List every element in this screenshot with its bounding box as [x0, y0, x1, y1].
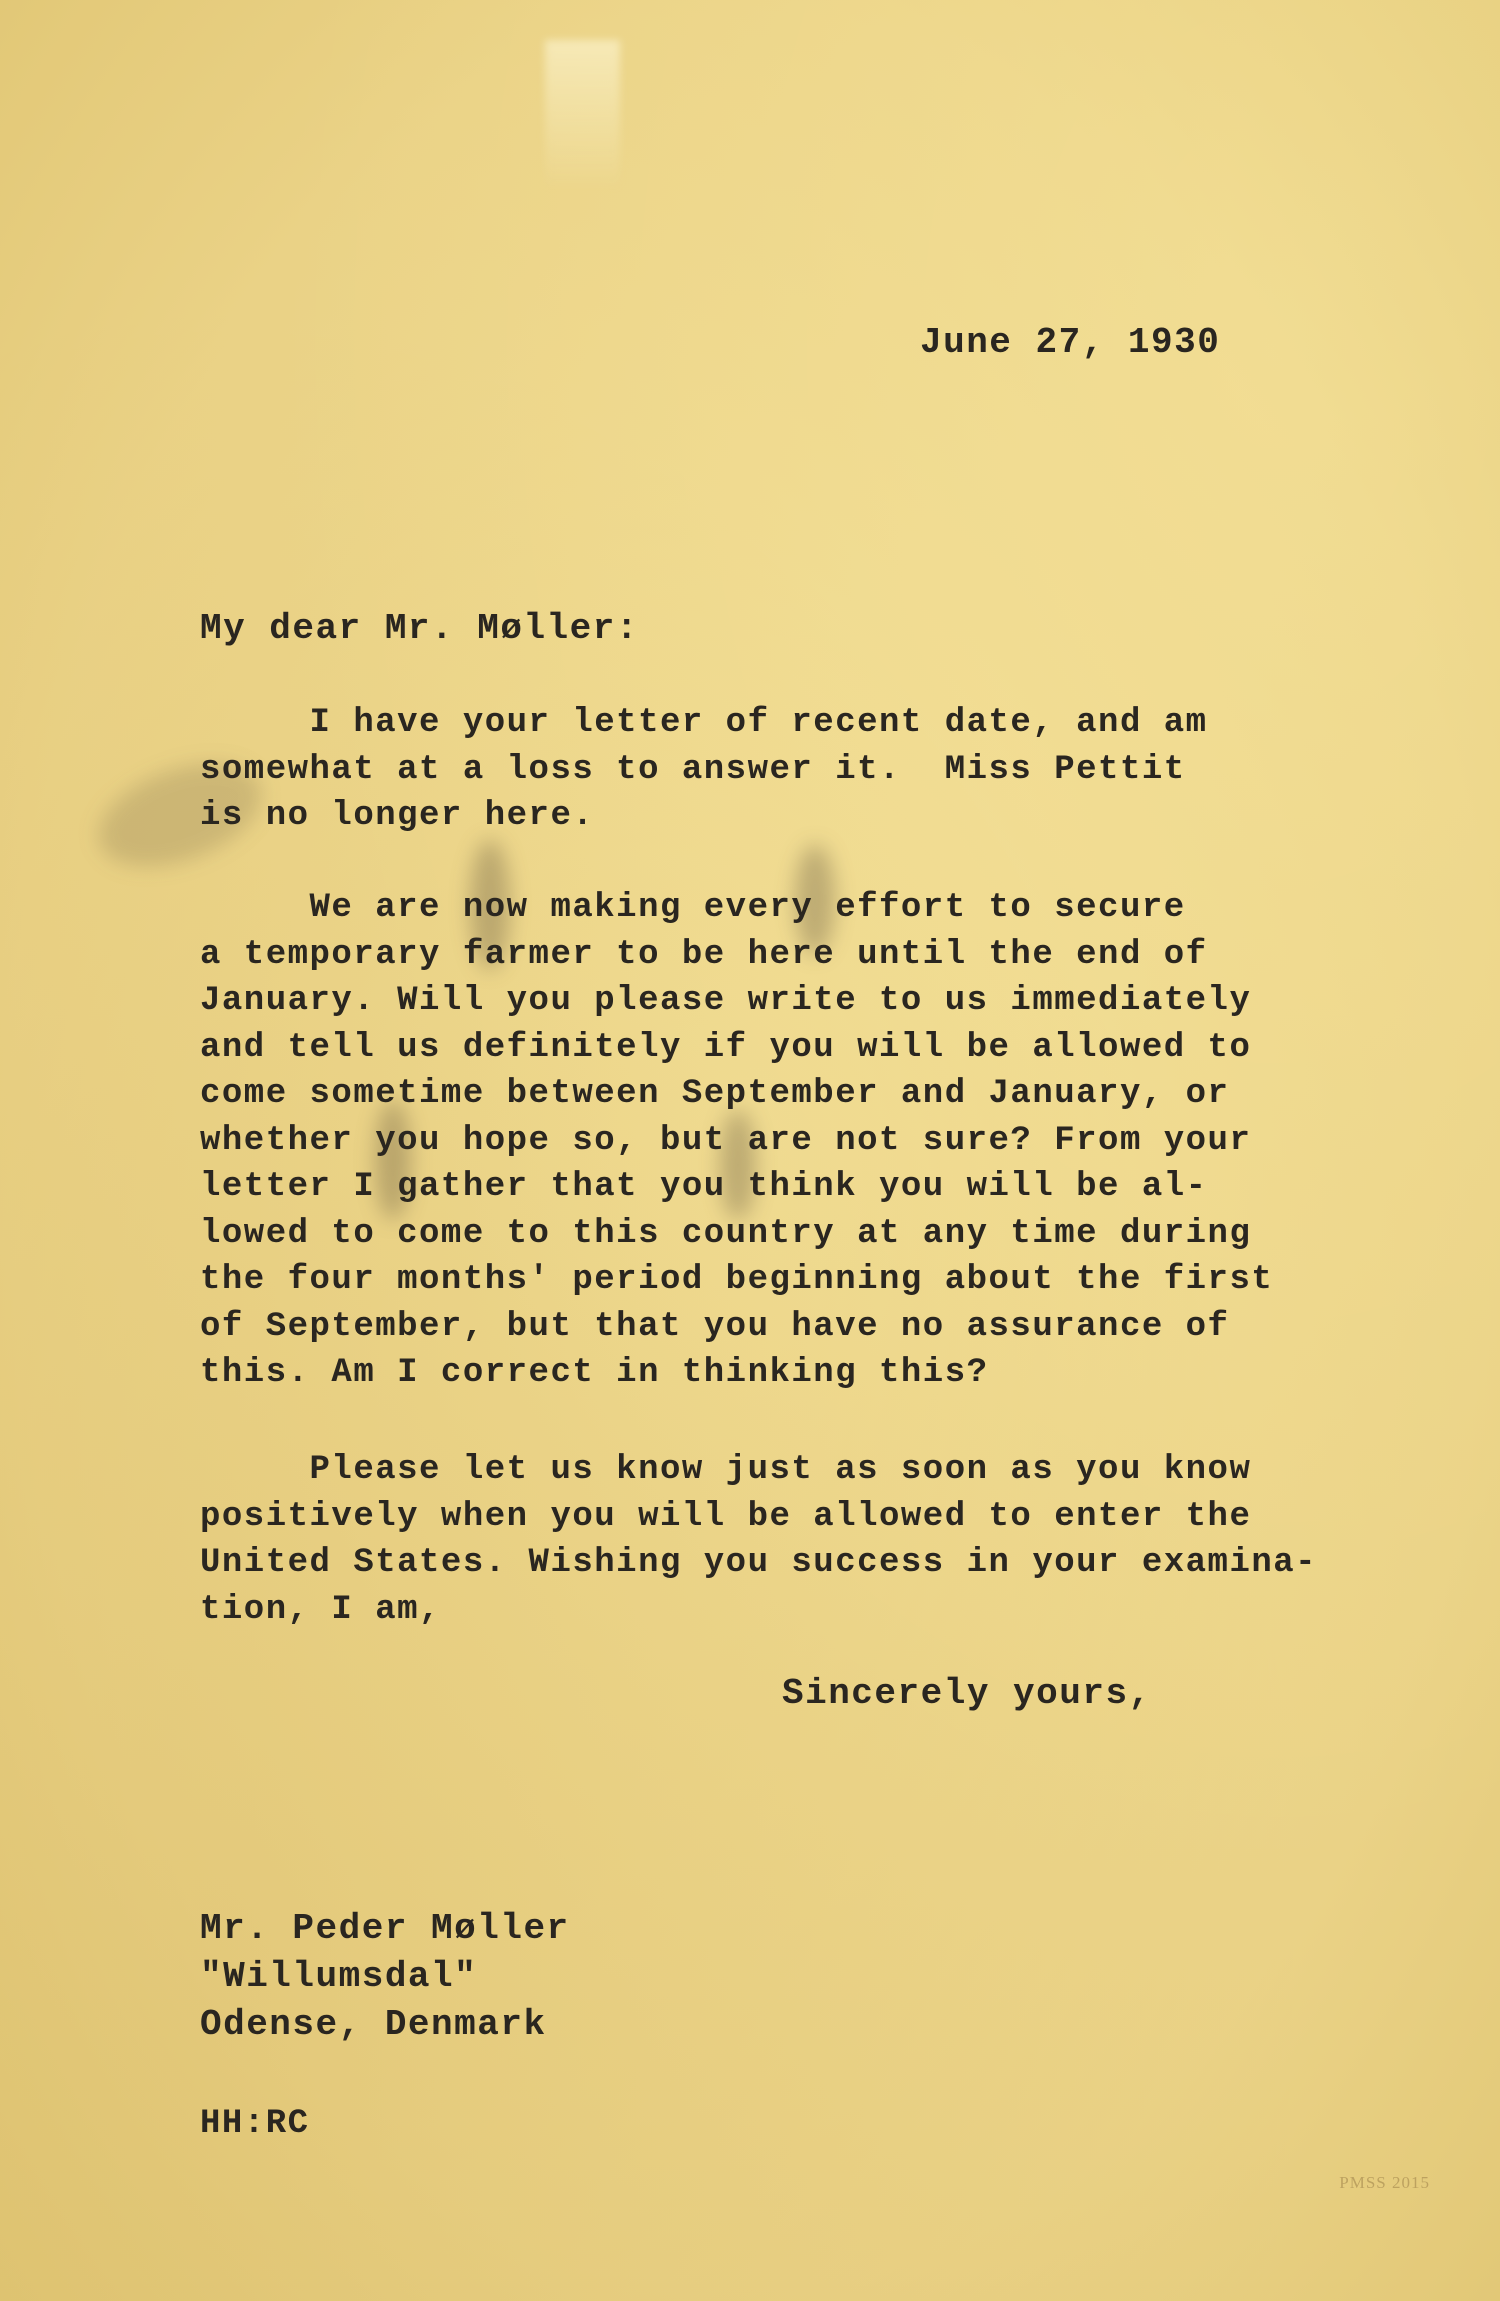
letter-date: June 27, 1930: [920, 322, 1221, 363]
paragraph-line: We are now making every effort to secure: [200, 889, 1186, 927]
recipient-city: Odense, Denmark: [200, 2004, 547, 2045]
typist-initials: HH:RC: [200, 2105, 310, 2143]
archive-watermark: PMSS 2015: [1339, 2173, 1430, 2192]
paragraph-line: January. Will you please write to us immediately: [200, 982, 1252, 1020]
paragraph-line: Please let us know just as soon as you know: [200, 1451, 1252, 1489]
paragraph-line: letter I gather that you think you will be al-: [200, 1168, 1208, 1206]
paragraph-line: somewhat at a loss to answer it. Miss Pettit: [200, 750, 1186, 789]
closing: Sincerely yours,: [782, 1673, 1152, 1714]
paragraph-line: this. Am I correct in thinking this?: [200, 1354, 989, 1392]
recipient-name: Mr. Peder Møller: [200, 1908, 570, 1949]
paragraph-line: and tell us definitely if you will be allowed to: [200, 1028, 1252, 1067]
salutation: My dear Mr. Møller:: [200, 608, 639, 649]
paragraph-line: whether you hope so, but are not sure? From your: [200, 1121, 1252, 1160]
paragraph-1: [200, 700, 1400, 840]
paragraph-3: [200, 1447, 1400, 1633]
paragraph-line: a temporary farmer to be here until the end of: [200, 935, 1208, 974]
paragraph-line: I have your letter of recent date, and am: [200, 704, 1208, 742]
paragraph-2: [200, 885, 1400, 1397]
paragraph-line: United States. Wishing you success in your examina-: [200, 1544, 1318, 1582]
paragraph-line: is no longer here.: [200, 797, 595, 835]
recipient-address: [200, 1905, 570, 2049]
paragraph-line: of September, but that you have no assurance of: [200, 1307, 1230, 1346]
paragraph-line: lowed to come to this country at any time during: [200, 1214, 1252, 1253]
paragraph-line: come sometime between September and January, or: [200, 1075, 1230, 1113]
recipient-estate: "Willumsdal": [200, 1956, 478, 1997]
paragraph-line: the four months' period beginning about the first: [200, 1261, 1274, 1299]
paragraph-line: tion, I am,: [200, 1590, 441, 1629]
paragraph-line: positively when you will be allowed to enter the: [200, 1497, 1252, 1536]
paper-fold-mark: [545, 40, 620, 190]
